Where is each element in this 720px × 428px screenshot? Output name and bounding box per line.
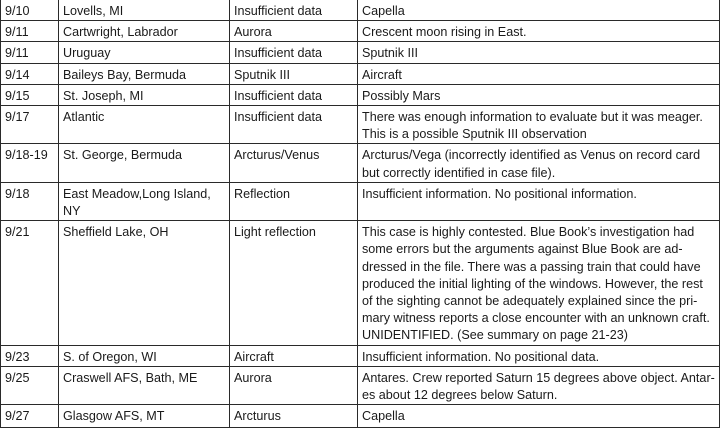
location-cell: East Meadow,Long Island, NY bbox=[59, 182, 230, 220]
table-row bbox=[1, 63, 720, 84]
notes-line: Antares. Crew reported Saturn 15 degrees above object. Antar- bbox=[362, 370, 715, 385]
explanation-cell: Arcturus bbox=[230, 405, 358, 428]
notes-cell bbox=[358, 144, 720, 182]
notes-line: dressed in the file. There was a passing train that could have bbox=[362, 259, 701, 274]
notes-line: some errors but the arguments against Blue Book are ad- bbox=[362, 242, 683, 257]
notes-line: Arcturus/Vega (incorrectly identified as Venus on record card bbox=[362, 148, 701, 163]
notes-cell bbox=[358, 405, 720, 428]
notes-cell bbox=[358, 21, 720, 42]
table-row bbox=[1, 405, 720, 428]
date-cell: 9/15 bbox=[1, 84, 59, 105]
explanation-cell: Arcturus/Venus bbox=[230, 144, 358, 182]
location-cell: St. George, Bermuda bbox=[59, 144, 230, 182]
notes-cell bbox=[358, 221, 720, 345]
notes-line: Capella bbox=[362, 4, 405, 18]
explanation-cell: Insufficient data bbox=[230, 42, 358, 63]
date-cell: 9/21 bbox=[1, 221, 59, 345]
notes-line: Insufficient information. No positional information. bbox=[362, 186, 637, 201]
table-row bbox=[1, 345, 720, 366]
notes-line: UNIDENTIFIED. (See summary on page 21-23) bbox=[362, 328, 628, 343]
table-row bbox=[1, 84, 720, 105]
notes-cell bbox=[358, 84, 720, 105]
location-cell: Baileys Bay, Bermuda bbox=[59, 63, 230, 84]
notes-line: es about 12 degrees below Saturn. bbox=[362, 388, 558, 403]
explanation-cell: Insufficient data bbox=[230, 106, 358, 144]
location-cell: Lovells, MI bbox=[59, 0, 230, 21]
date-cell: 9/14 bbox=[1, 63, 59, 84]
notes-line: There was enough information to evaluate but it was meager. bbox=[362, 110, 703, 125]
table-row bbox=[1, 182, 720, 220]
table-row bbox=[1, 106, 720, 144]
explanation-cell: Insufficient data bbox=[230, 0, 358, 21]
date-cell: 9/17 bbox=[1, 106, 59, 144]
table-row bbox=[1, 0, 720, 21]
notes-line: Sputnik III bbox=[362, 46, 419, 61]
notes-line: Crescent moon rising in East. bbox=[362, 25, 527, 40]
date-cell: 9/10 bbox=[1, 0, 59, 21]
notes-line: Capella bbox=[362, 409, 405, 424]
notes-line: This case is highly contested. Blue Book’s investigation had bbox=[362, 225, 695, 240]
date-cell: 9/25 bbox=[1, 366, 59, 404]
explanation-cell: Aurora bbox=[230, 21, 358, 42]
explanation-cell: Reflection bbox=[230, 182, 358, 220]
notes-line: but correctly identified in case file). bbox=[362, 165, 556, 180]
location-cell: Glasgow AFS, MT bbox=[59, 405, 230, 428]
explanation-cell: Sputnik III bbox=[230, 63, 358, 84]
table-row bbox=[1, 144, 720, 182]
date-cell: 9/18-19 bbox=[1, 144, 59, 182]
date-cell: 9/11 bbox=[1, 21, 59, 42]
notes-line: mary witness reports a close encounter with an unknown craft. bbox=[362, 311, 710, 326]
explanation-cell: Aurora bbox=[230, 366, 358, 404]
date-cell: 9/11 bbox=[1, 42, 59, 63]
location-cell: Craswell AFS, Bath, ME bbox=[59, 366, 230, 404]
table-row bbox=[1, 42, 720, 63]
notes-cell bbox=[358, 182, 720, 220]
sighting-table-body bbox=[1, 0, 720, 428]
notes-cell bbox=[358, 63, 720, 84]
location-cell: Cartwright, Labrador bbox=[59, 21, 230, 42]
location-cell: S. of Oregon, WI bbox=[59, 345, 230, 366]
table-row bbox=[1, 221, 720, 345]
notes-line: of the sighting cannot be adequately explained since the pri- bbox=[362, 294, 698, 309]
location-cell: Sheffield Lake, OH bbox=[59, 221, 230, 345]
location-cell: Uruguay bbox=[59, 42, 230, 63]
notes-line: Possibly Mars bbox=[362, 88, 441, 103]
date-cell: 9/18 bbox=[1, 182, 59, 220]
date-cell: 9/23 bbox=[1, 345, 59, 366]
explanation-cell: Light reflection bbox=[230, 221, 358, 345]
explanation-cell: Aircraft bbox=[230, 345, 358, 366]
notes-cell bbox=[358, 42, 720, 63]
table-row bbox=[1, 366, 720, 404]
notes-line: This is a possible Sputnik III observation bbox=[362, 127, 587, 142]
notes-cell bbox=[358, 366, 720, 404]
table-row bbox=[1, 21, 720, 42]
location-cell: Atlantic bbox=[59, 106, 230, 144]
notes-cell bbox=[358, 106, 720, 144]
date-cell: 9/27 bbox=[1, 405, 59, 428]
notes-line: Insufficient information. No positional data. bbox=[362, 349, 600, 364]
notes-cell bbox=[358, 345, 720, 366]
location-cell: St. Joseph, MI bbox=[59, 84, 230, 105]
notes-line: produced the initial lighting of the windows. However, the rest bbox=[362, 276, 703, 291]
notes-line: Aircraft bbox=[362, 67, 402, 82]
explanation-cell: Insufficient data bbox=[230, 84, 358, 105]
notes-cell bbox=[358, 0, 720, 21]
